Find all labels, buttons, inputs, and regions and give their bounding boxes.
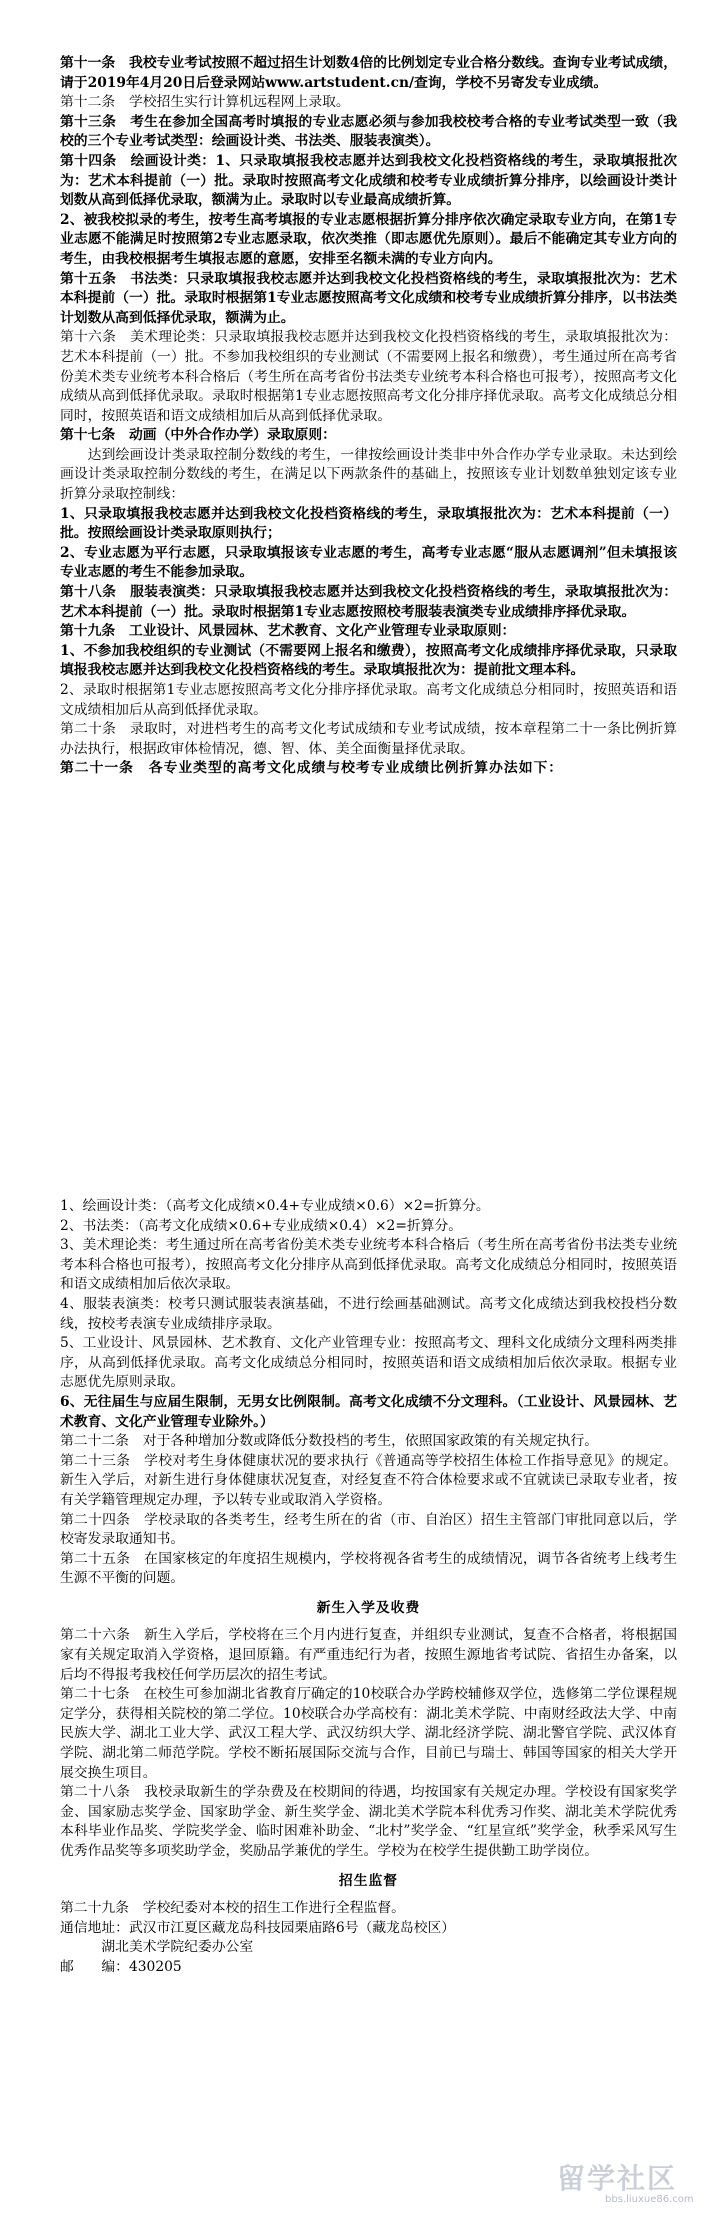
article-25: 第二十五条 在国家核定的年度招生规模内，学校将视各省考生的成绩情况，调节各省统考上线考生生源不平衡的问题。 xyxy=(60,1550,677,1587)
article-16: 第十六条 美术理论类：只录取填报我校志愿并达到我校文化投档资格线的考生，录取填报批次为：艺术本科提前（一）批。不参加我校组织的专业测试（不需要网上报名和缴费），考生通过所在高考省份美术类专业统考本科合格后（考生所在高考省份书法类专业统考本科合格也可报考），按照高考文化成绩从高到低择优录取。录取时根据第1专业志愿按照高考文化分排序择优录取。高考文化成绩总分相同时，按照英语和语文成绩相加后从高到低择优录取。 xyxy=(60,329,677,424)
article-26: 第二十六条 新生入学后，学校将在三个月内进行复查，并组织专业测试，复查不合格者，将根据国家有关规定取消入学资格，退回原籍。有严重违纪行为者，按照生源地省考试院、省招生办备案，以后均不得报考我校任何学历层次的招生考试。 xyxy=(60,1627,677,1683)
section-heading-fees: 新生入学及收费 xyxy=(316,1599,421,1616)
formula-1: 1、绘画设计类：（高考文化成绩×0.4+专业成绩×0.6）×2=折算分。 xyxy=(60,1198,490,1214)
article-17-body: 达到绘画设计类录取控制分数线的考生，一律按绘画设计类非中外合作办学专业录取。未达到绘画设计类录取控制分数线的考生，在满足以下两款条件的基础上，按照该专业计划数单独划定该专业折算分录取控制线： xyxy=(60,446,677,503)
article-17-item-1: 1、只录取填报我校志愿并达到我校文化投档资格线的考生，录取填报批次为：艺术本科提前（一）批。按照绘画设计类录取原则执行； xyxy=(60,505,677,542)
article-24: 第二十四条 学校录取的各类考生，经考生所在的省（市、自治区）招生主管部门审批同意以后，学校寄发录取通知书。 xyxy=(60,1511,677,1548)
article-19-heading: 第十九条 工业设计、风景园林、艺术教育、文化产业管理专业录取原则： xyxy=(60,623,516,640)
article-14-part-1: 第十四条 绘画设计类：1、只录取填报我校志愿并达到我校文化投档资格线的考生，录取填报批次为：艺术本科提前（一）批。录取时按照高考文化成绩和校考专业成绩折算分排序，以绘画设计类计划数从高到低择优录取，额满为止。录取时以专业最高成绩折算。 xyxy=(60,152,677,209)
formula-6: 6、无往届生与应届生限制，无男女比例限制。高考文化成绩不分文理科。（工业设计、风景园林、艺术教育、文化产业管理专业除外。） xyxy=(60,1393,677,1430)
article-22: 第二十二条 对于各种增加分数或降低分数投档的考生，依照国家政策的有关规定执行。 xyxy=(60,1433,599,1450)
formula-3: 3、美术理论类：考生通过所在高考省份美术类专业统考本科合格后（考生所在高考省份书法类专业统考本科合格也可报考），按照高考文化分排序从高到低择优录取。高考文化成绩总分相同时，按照英语和语文成绩相加后依次录取。 xyxy=(60,1237,677,1293)
site-watermark xyxy=(557,2164,707,2210)
contact-office: 湖北美术学院纪委办公室 xyxy=(101,1939,254,1956)
article-12: 第十二条 学校招生实行计算机远程网上录取。 xyxy=(60,94,350,111)
contact-address: 通信地址：武汉市江夏区藏龙岛科技园栗庙路6号（藏龙岛校区） xyxy=(60,1919,456,1936)
article-17-heading: 第十七条 动画（中外合作办学）录取原则： xyxy=(60,427,336,444)
article-28: 第二十八条 我校录取新生的学杂费及在校期间的待遇，均按国家有关规定办理。学校设有国家奖学金、国家励志奖学金、国家助学金、新生奖学金、湖北美术学院本科优秀习作奖、湖北美术学院优秀本科毕业作品奖、学院奖学金、临时困难补助金、“北村”奖学金、“红星宣纸”奖学金，秋季采风写生优秀作品奖等多项奖助学金，奖励品学兼优的学生。学校为在校学生提供勤工助学岗位。 xyxy=(60,1784,677,1859)
article-21: 第二十一条 各专业类型的高考文化成绩与校考专业成绩比例折算办法如下： xyxy=(60,760,564,777)
watermark-logo-text: 留学社区 xyxy=(557,2162,678,2195)
article-17-item-2: 2、专业志愿为平行志愿，只录取填报该专业志愿的考生，高考专业志愿“服从志愿调剂”但未填报该专业志愿的考生不能参加录取。 xyxy=(60,544,677,581)
formula-4: 4、服装表演类：校考只测试服装表演基础，不进行绘画基础测试。高考文化成绩达到我校投档分数线，按校考表演专业成绩排序录取。 xyxy=(60,1295,677,1332)
article-23: 第二十三条 学校对考生身体健康状况的要求执行《普通高等学校招生体检工作指导意见》的规定。新生入学后，对新生进行身体健康状况复查，对经复查不符合体检要求或不宜就读已录取专业者，按有关学籍管理规定办理，予以转专业或取消入学资格。 xyxy=(60,1452,677,1508)
watermark-url: bbs.liuxue86.com xyxy=(605,2194,694,2205)
article-18: 第十八条 服装表演类：只录取填报我校志愿并达到我校文化投档资格线的考生，录取填报批次为：艺术本科提前（一）批。录取时根据第1专业志愿按照校考服装表演类专业成绩排序择优录取。 xyxy=(60,584,677,620)
article-11: 第十一条 我校专业考试按照不超过招生计划数4倍的比例划定专业合格分数线。查询专业考试成绩，请于2019年4月20日后登录网站www.artstudent.cn/查询，学校不另寄发专业成绩。 xyxy=(60,55,677,91)
article-15: 第十五条 书法类：只录取填报我校志愿并达到我校文化投档资格线的考生，录取填报批次为：艺术本科提前（一）批。录取时根据第1专业志愿按照高考文化成绩和校考专业成绩折算分排序，以书法类计划数从高到低择优录取，额满为止。 xyxy=(60,270,677,326)
article-20: 第二十条 录取时，对进档考生的高考文化考试成绩和专业考试成绩，按本章程第二十一条比例折算办法执行，根据政审体检情况，德、智、体、美全面衡量择优录取。 xyxy=(60,721,677,757)
contact-postcode: 邮 编：430205 xyxy=(60,1958,182,1975)
article-13: 第十三条 考生在参加全国高考时填报的专业志愿必须与参加我校校考合格的专业考试类型一致（我校的三个专业考试类型：绘画设计类、书法类、服装表演类）。 xyxy=(60,113,677,150)
article-29: 第二十九条 学校纪委对本校的招生工作进行全程监督。 xyxy=(60,1900,405,1917)
article-19-item-1: 1、不参加我校组织的专业测试（不需要网上报名和缴费），按照高考文化成绩排序择优录取，只录取填报我校志愿并达到我校文化投档资格线的考生。录取填报批次为：提前批文理本科。 xyxy=(60,642,677,679)
document-page-2 xyxy=(0,1197,715,1978)
document-page-1 xyxy=(0,54,715,779)
article-27: 第二十七条 在校生可参加湖北省教育厅确定的10校联合办学跨校辅修双学位，选修第二学位课程规定学分，获得相关院校的第二学位。10校联合办学高校有：湖北美术学院、中南财经政法大学、中南民族大学、湖北工业大学、武汉工程大学、武汉纺织大学、湖北经济学院、湖北警官学院、武汉体育学院、湖北第二师范学院。学校不断拓展国际交流与合作，目前已与瑞士、韩国等国家的相关大学开展交换生项目。 xyxy=(60,1686,677,1781)
formula-2: 2、书法类：（高考文化成绩×0.6+专业成绩×0.4）×2=折算分。 xyxy=(60,1217,463,1234)
section-heading-supervision: 招生监督 xyxy=(338,1872,399,1889)
article-19-item-2: 2、录取时根据第1专业志愿按照高考文化分排序择优录取。高考文化成绩总分相同时，按照英语和语文成绩相加后从高到低择优录取。 xyxy=(60,682,677,718)
article-14-part-2: 2、被我校拟录的考生，按考生高考填报的专业志愿根据折算分排序依次确定录取专业方向，在第1专业志愿不能满足时按照第2专业志愿录取，依次类推（即志愿优先原则）。最后不能确定其专业方向的考生，由我校根据考生填报志愿的意愿，安排至名额未满的专业方向内。 xyxy=(60,211,677,267)
formula-5: 5、工业设计、风景园林、艺术教育、文化产业管理专业：按照高考文、理科文化成绩分文理科两类排序，从高到低择优录取。高考文化成绩总分相同时，按照英语和语文成绩相加后依次录取。根据专业志愿优先原则录取。 xyxy=(60,1335,677,1391)
